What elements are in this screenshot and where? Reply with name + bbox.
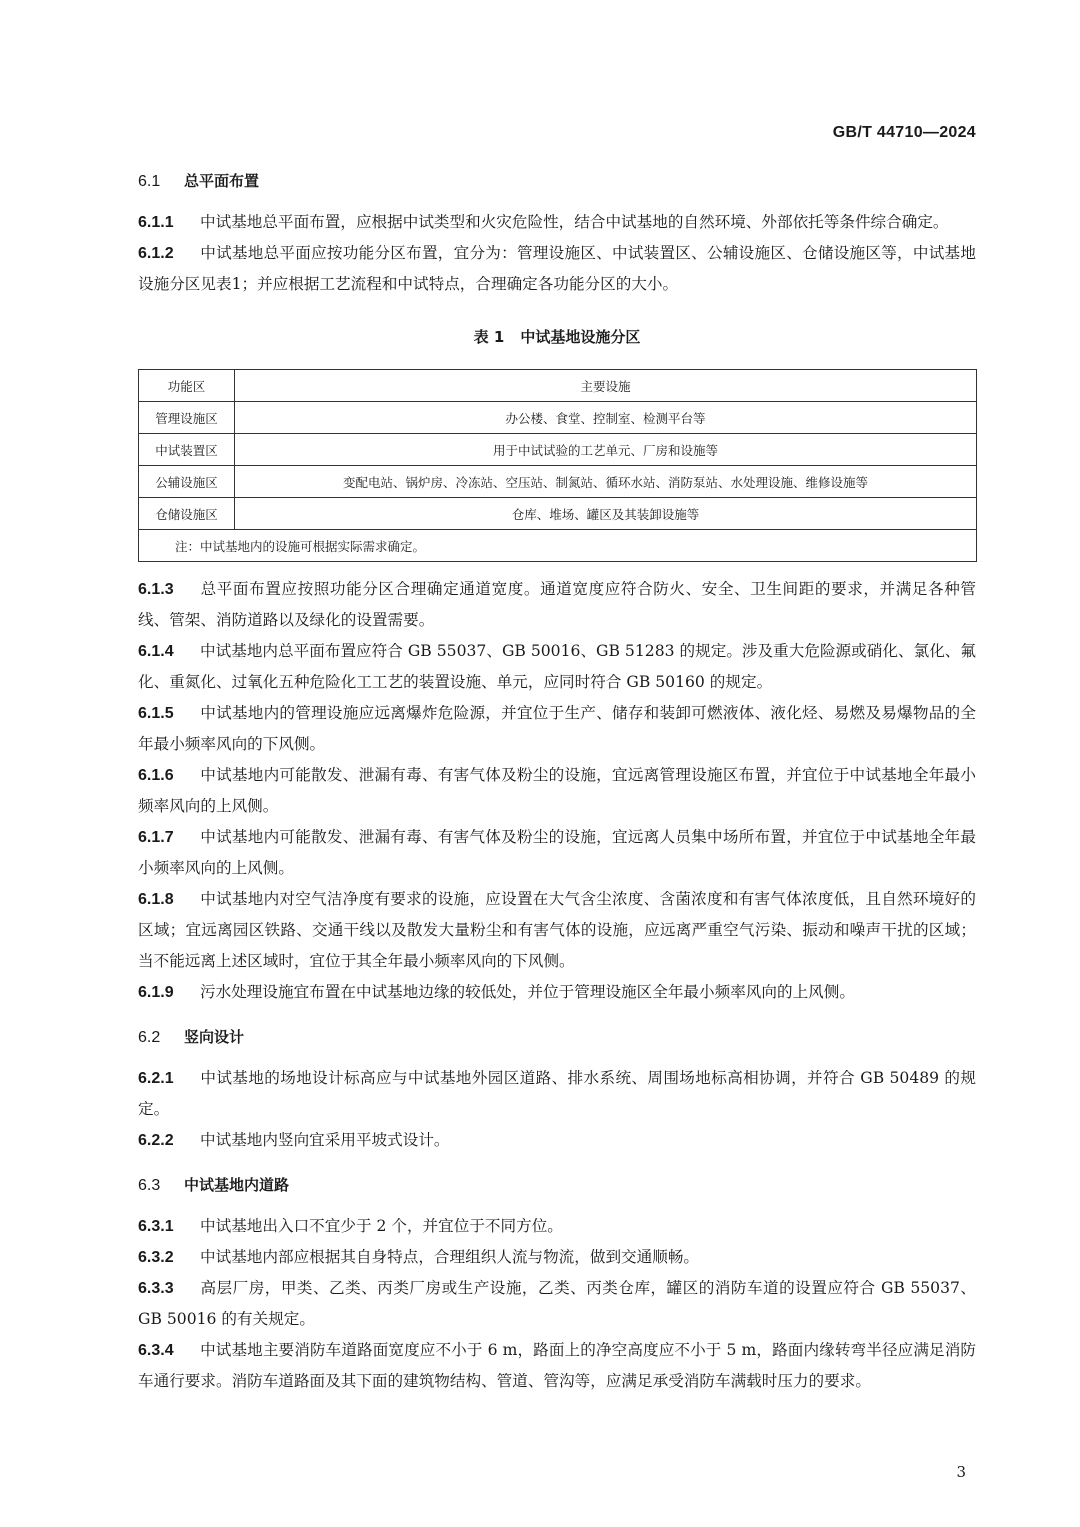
clause-6-3-2: 6.3.2 中试基地内部应根据其自身特点，合理组织人流与物流，做到交通顺畅。 [138,1248,700,1266]
table-row [139,402,977,434]
clause-6-1-8: 6.1.8 中试基地内对空气洁净度有要求的设施，应设置在大气含尘浓度、含菌浓度和有害气体浓度低，且自然环境好的区域；宜远离园区铁路、交通干线以及散发大量粉尘和有害气体的设施，应远离严重空气污染、振动和噪声干扰的区域；当不能远离上述区域时，宜位于其全年最小频率风向的下风侧。 [138,890,976,970]
facility-zone-table [138,369,977,562]
page-number: 3 [956,1463,966,1481]
clause-6-3-3: 6.3.3 高层厂房，甲类、乙类、丙类厂房或生产设施，乙类、丙类仓库，罐区的消防车道的设置应符合 GB 55037、 GB 50016 的有关规定。 [138,1279,976,1328]
table-header-cell: 主要设施 [235,370,977,402]
clause-6-3-1: 6.3.1 中试基地出入口不宜少于 2 个，并宜位于不同方位。 [138,1217,563,1235]
clause-6-2-1: 6.2.1 中试基地的场地设计标高应与中试基地外园区道路、排水系统、周围场地标高相协调，并符合 GB 50489 的规定。 [138,1069,976,1118]
table-cell: 中试装置区 [139,434,235,466]
clause-6-1-7: 6.1.7 中试基地内可能散发、泄漏有毒、有害气体及粉尘的设施，宜远离人员集中场所布置，并宜位于中试基地全年最小频率风向的上风侧。 [138,828,976,877]
table-cell: 仓储设施区 [139,498,235,530]
table-1-title: 表 1 中试基地设施分区 [473,328,641,346]
table-cell: 管理设施区 [139,402,235,434]
table-cell: 变配电站、锅炉房、冷冻站、空压站、制氮站、循环水站、消防泵站、水处理设施、维修设施等 [235,466,977,498]
clause-6-2-2: 6.2.2 中试基地内竖向宜采用平坡式设计。 [138,1131,450,1149]
table-cell: 用于中试试验的工艺单元、厂房和设施等 [235,434,977,466]
table-header-cell: 功能区 [139,370,235,402]
clause-6-3-4: 6.3.4 中试基地主要消防车道路面宽度应不小于 6 m，路面上的净空高度应不小于 5 m，路面内缘转弯半径应满足消防车通行要求。消防车道路面及其下面的建筑物结构、管道、管沟等，应满足承受消防车满载时压力的要求。 [138,1341,976,1390]
table-cell: 办公楼、食堂、控制室、检测平台等 [235,402,977,434]
section-6-2-heading: 6.2 竖向设计 [138,1028,245,1046]
clause-6-1-5: 6.1.5 中试基地内的管理设施应远离爆炸危险源，并宜位于生产、储存和装卸可燃液体、液化烃、易燃及易爆物品的全年最小频率风向的下风侧。 [138,704,976,753]
clause-6-1-2: 6.1.2 中试基地总平面应按功能分区布置，宜分为：管理设施区、中试装置区、公辅设施区、仓储设施区等，中试基地设施分区见表1；并应根据工艺流程和中试特点，合理确定各功能分区的大小。 [138,244,976,293]
table-cell: 仓库、堆场、罐区及其装卸设施等 [235,498,977,530]
document-body [138,170,976,1397]
table-row [139,466,977,498]
clause-6-1-4: 6.1.4 中试基地内总平面布置应符合 GB 55037、GB 50016、GB 51283 的规定。涉及重大危险源或硝化、氯化、氟化、重氮化、过氧化五种危险化工工艺的装置设施、单元，应同时符合 GB 50160 的规定。 [138,642,976,691]
table-cell: 公辅设施区 [139,466,235,498]
section-6-1-heading: 6.1 总平面布置 [138,172,260,190]
section-6-3-heading: 6.3 中试基地内道路 [138,1176,290,1194]
table-row [139,498,977,530]
table-note: 注：中试基地内的设施可根据实际需求确定。 [139,530,977,562]
table-note-row [139,530,977,562]
clause-6-1-6: 6.1.6 中试基地内可能散发、泄漏有毒、有害气体及粉尘的设施，宜远离管理设施区布置，并宜位于中试基地全年最小频率风向的上风侧。 [138,766,976,815]
table-header-row [139,370,977,402]
table-row [139,434,977,466]
standard-code: GB/T 44710—2024 [832,124,976,141]
clause-6-1-1: 6.1.1 中试基地总平面布置，应根据中试类型和火灾危险性，结合中试基地的自然环境、外部依托等条件综合确定。 [138,213,949,231]
clause-6-1-3: 6.1.3 总平面布置应按照功能分区合理确定通道宽度。通道宽度应符合防火、安全、卫生间距的要求，并满足各种管线、管架、消防道路以及绿化的设置需要。 [138,580,976,629]
clause-6-1-9: 6.1.9 污水处理设施宜布置在中试基地边缘的较低处，并位于管理设施区全年最小频率风向的上风侧。 [138,983,855,1001]
